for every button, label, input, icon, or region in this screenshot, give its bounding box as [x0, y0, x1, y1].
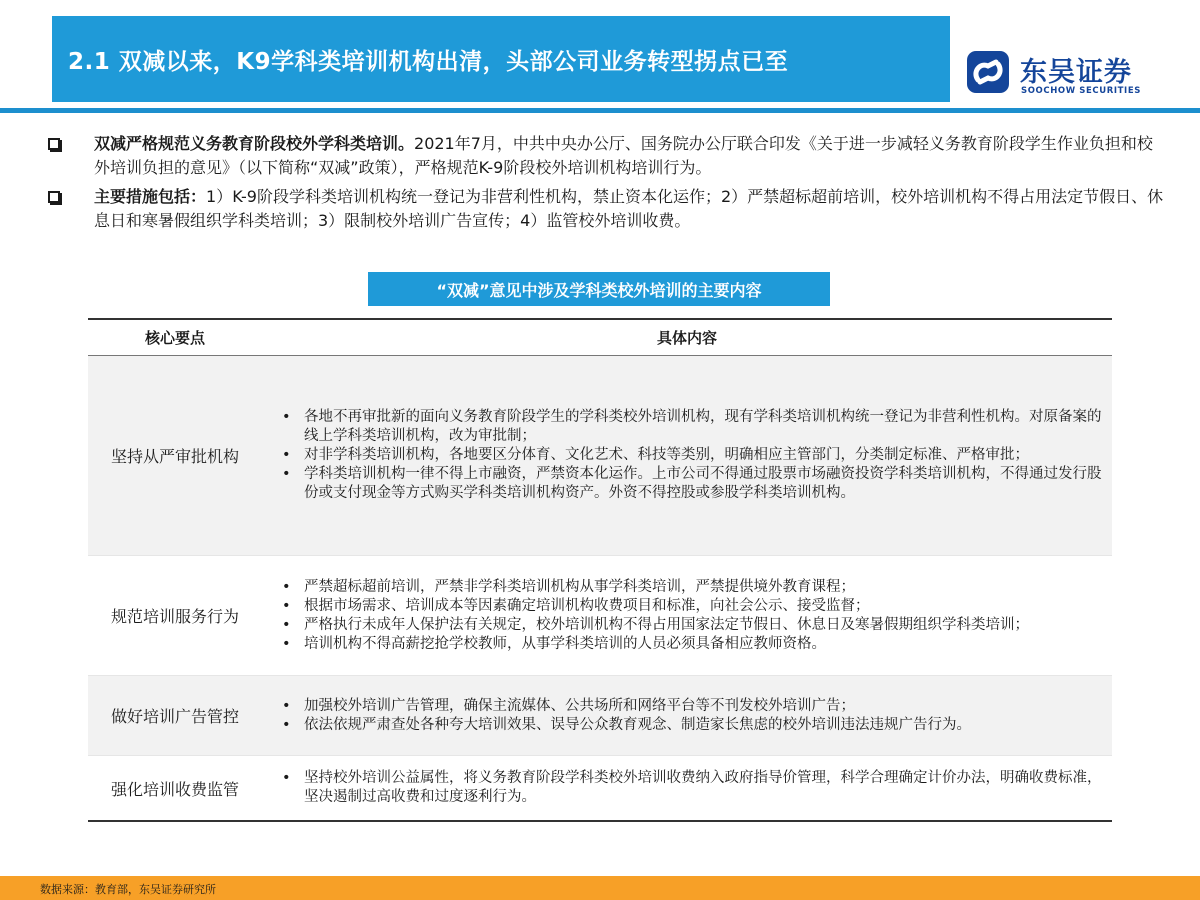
table-row [88, 556, 1112, 676]
row-items [262, 408, 1112, 503]
row-key: 做好培训广告管控 [110, 707, 239, 726]
list-item: • 严格执行未成年人保护法有关规定，校外培训机构不得占用国家法定节假日、休息日及寒暑假期组织学科类培训； [278, 616, 1102, 635]
summary-bullets [48, 132, 1168, 238]
list-item: • 严禁超标超前培训，严禁非学科类培训机构从事学科类培训，严禁提供境外教育课程； [278, 578, 1102, 597]
table-row [88, 356, 1112, 556]
soochow-logo-icon [966, 50, 1010, 94]
data-source: 数据来源：教育部，东吴证券研究所 [40, 883, 216, 896]
table-row [88, 676, 1112, 756]
bullet-text: 1）K-9阶段学科类培训机构统一登记为非营利性机构，禁止资本化运作；2）严禁超标超前培训，校外培训机构不得占用法定节假日、休息日和寒暑假组织学科类培训；3）限制校外培训广告宣传；4）监管校外培训收费。 [94, 187, 1164, 230]
list-item: • 各地不再审批新的面向义务教育阶段学生的学科类校外培训机构，现有学科类培训机构统一登记为非营利性机构。对原备案的线上学科类培训机构，改为审批制； [278, 408, 1102, 446]
header-key: 核心要点 [144, 329, 205, 347]
company-logo [966, 48, 1156, 98]
policy-table [88, 318, 1112, 822]
row-items [262, 697, 1112, 735]
list-item: • 学科类培训机构一律不得上市融资，严禁资本化运作。上市公司不得通过股票市场融资投资学科类培训机构，不得通过发行股份或支付现金等方式购买学科类培训机构资产。外资不得控股或参股学科类培训机构。 [278, 465, 1102, 503]
row-items [262, 769, 1112, 807]
list-item: • 对非学科类培训机构，各地要区分体育、文化艺术、科技等类别，明确相应主管部门，分类制定标准、严格审批； [278, 446, 1102, 465]
list-item: • 培训机构不得高薪挖抢学校教师，从事学科类培训的人员必须具备相应教师资格。 [278, 635, 1102, 654]
logo-name-cn: 东吴证券 [1020, 57, 1132, 88]
row-key: 强化培训收费监管 [110, 779, 239, 799]
row-items [262, 578, 1112, 654]
bullet-text: 2021年7月，中共中央办公厅、国务院办公厅联合印发《关于进一步减轻义务教育阶段学生作业负担和校外培训负担的意见》（以下简称“双减”政策），严格规范K-9阶段校外培训机构培训行为。 [94, 134, 1153, 177]
title-bar [52, 16, 950, 102]
header-divider [0, 108, 1200, 113]
page-title: 2.1 双减以来，K9学科类培训机构出清，头部公司业务转型拐点已至 [68, 48, 789, 75]
list-item: • 根据市场需求、培训成本等因素确定培训机构收费项目和标准，向社会公示、接受监督； [278, 597, 1102, 616]
table-header-row [88, 318, 1112, 356]
checkbox-bullet-icon [48, 191, 60, 203]
row-key: 规范培训服务行为 [110, 607, 239, 626]
list-item: • 坚持校外培训公益属性，将义务教育阶段学科类校外培训收费纳入政府指导价管理，科学合理确定计价办法，明确收费标准，坚决遏制过高收费和过度逐利行为。 [278, 769, 1102, 807]
bullet-lead: 主要措施包括： [94, 187, 207, 206]
table-row [88, 756, 1112, 822]
table-title: “双减”意见中涉及学科类校外培训的主要内容 [368, 272, 830, 306]
bullet-item [48, 132, 1168, 180]
bullet-item [48, 185, 1168, 233]
checkbox-bullet-icon [48, 138, 60, 150]
header-content: 具体内容 [656, 329, 717, 347]
logo-name-en: SOOCHOW SECURITIES [1021, 86, 1141, 96]
row-key: 坚持从严审批机构 [110, 447, 239, 466]
list-item: • 依法依规严肃查处各种夸大培训效果、误导公众教育观念、制造家长焦虑的校外培训违法违规广告行为。 [278, 716, 1102, 735]
footer-bar [0, 876, 1200, 900]
bullet-lead: 双减严格规范义务教育阶段校外学科类培训。 [94, 134, 415, 153]
list-item: • 加强校外培训广告管理，确保主流媒体、公共场所和网络平台等不刊发校外培训广告； [278, 697, 1102, 716]
